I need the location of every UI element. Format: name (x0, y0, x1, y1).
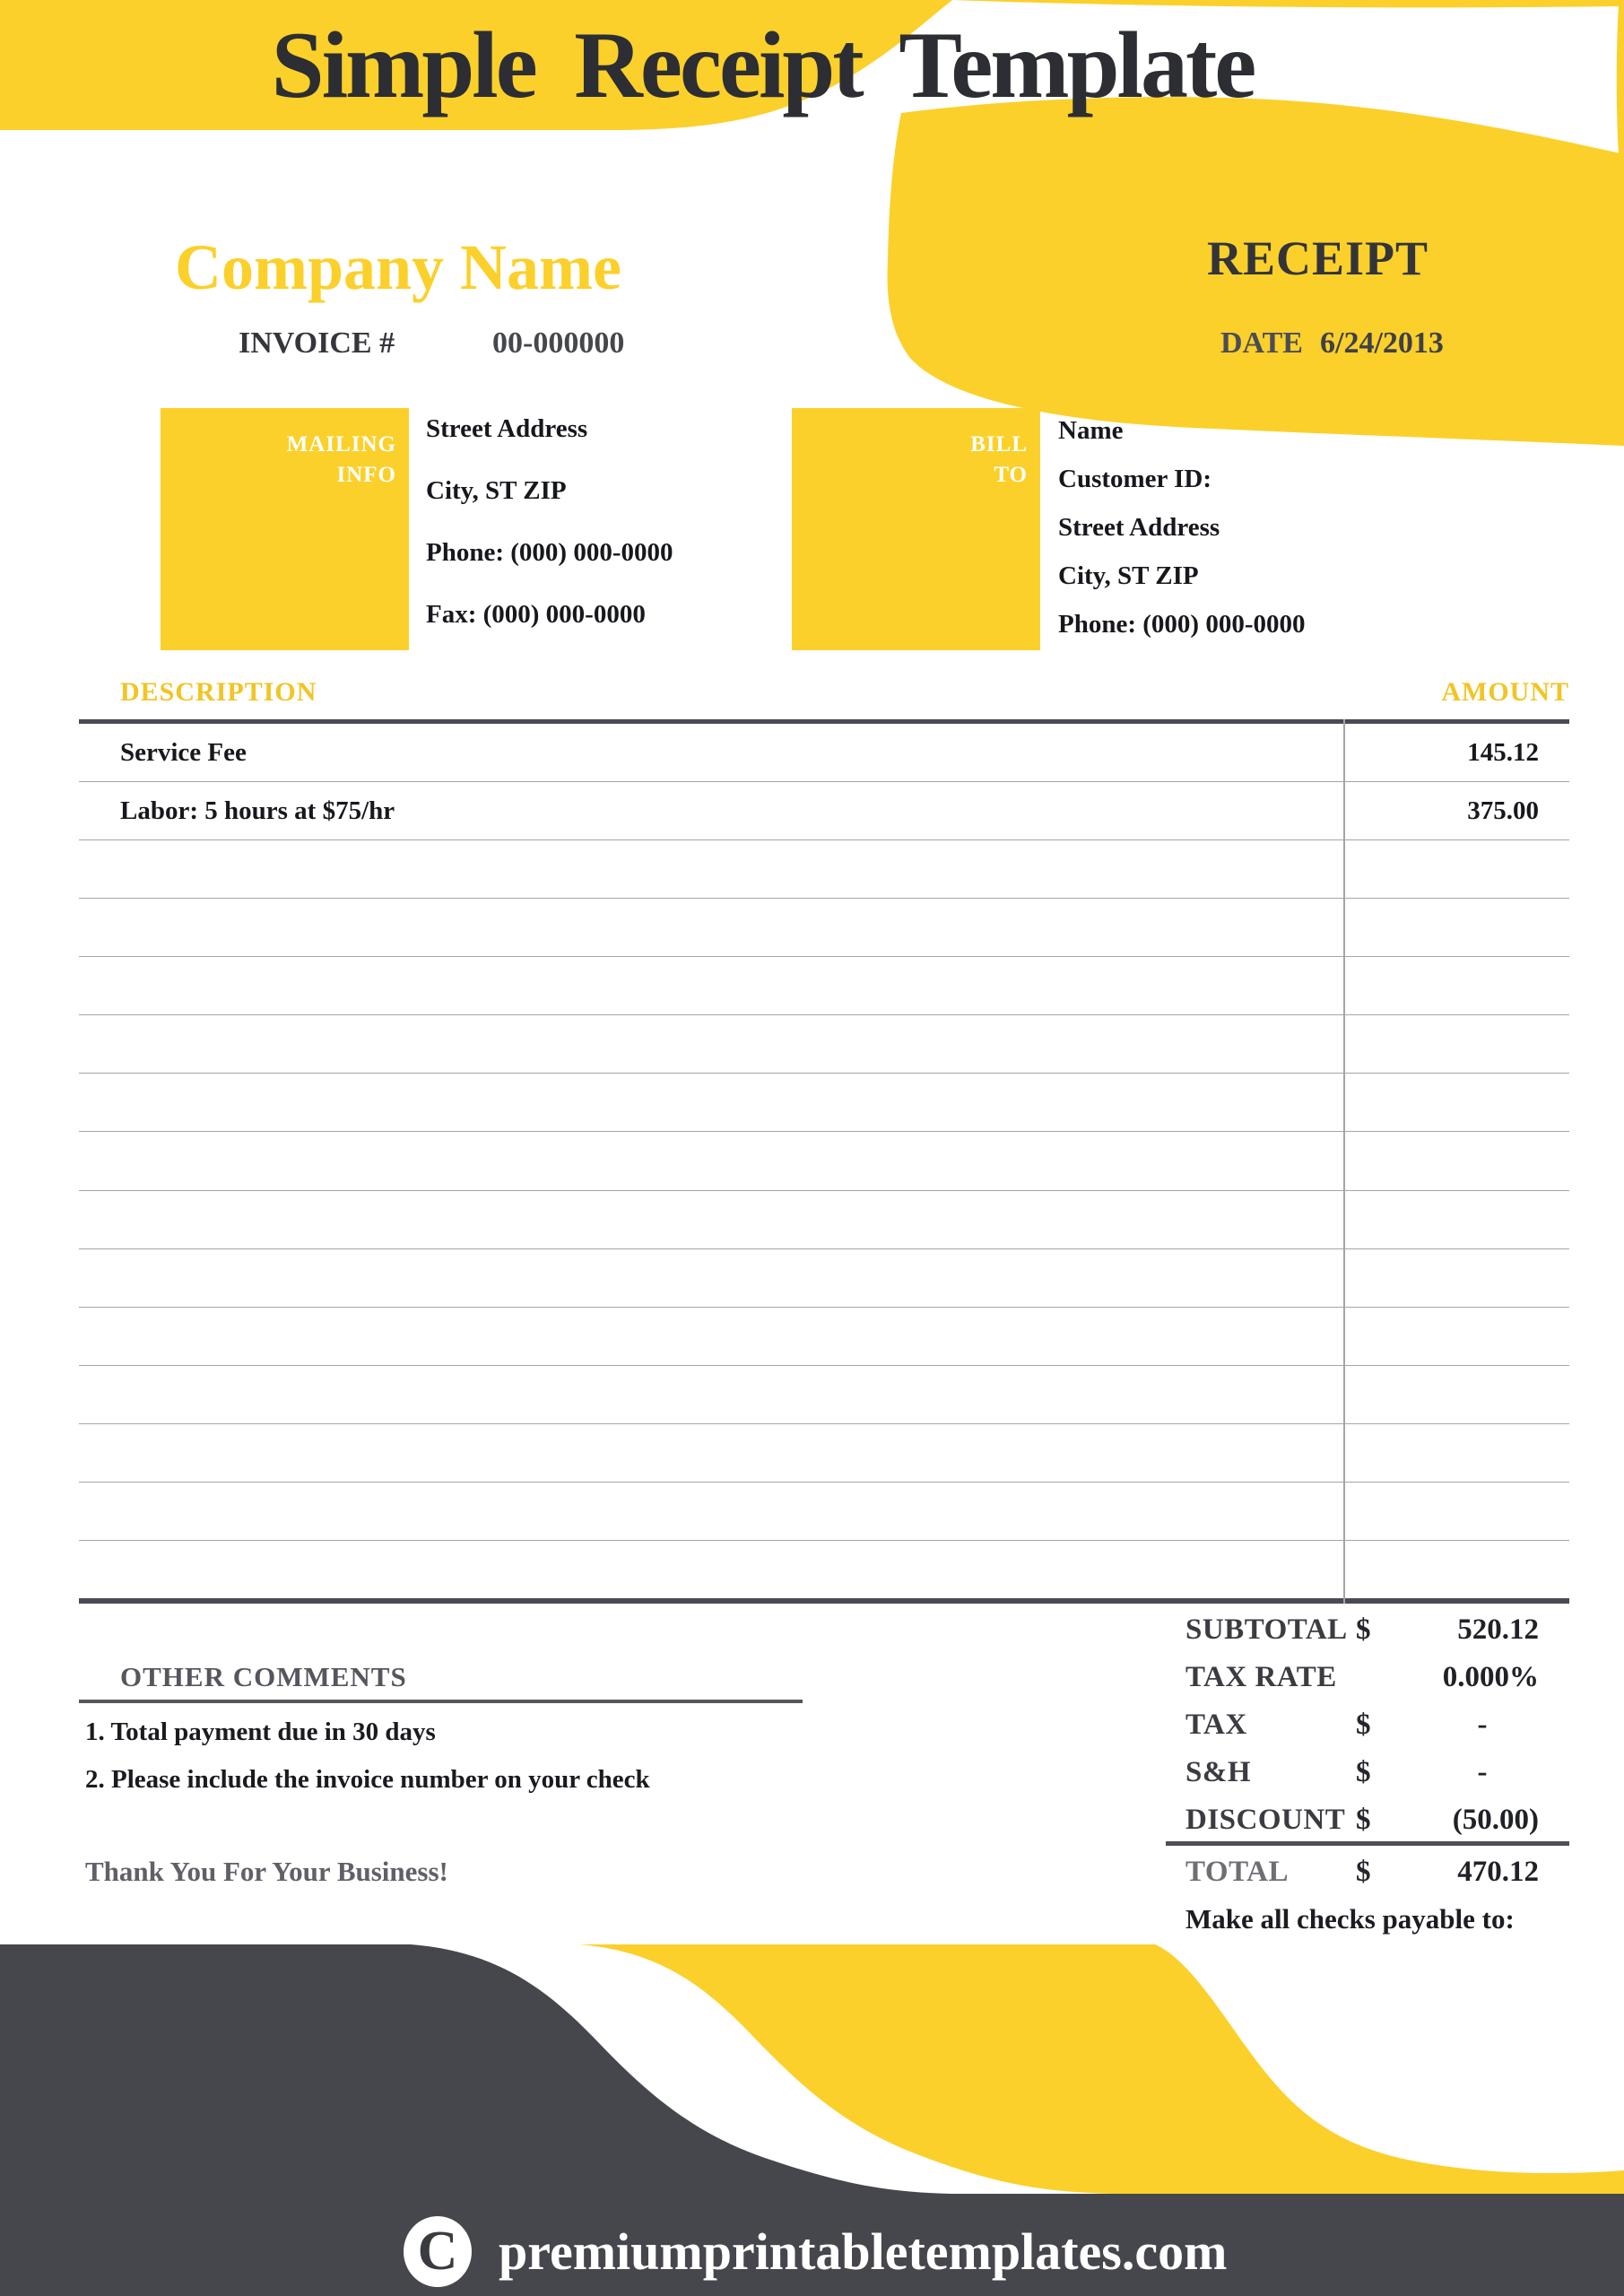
mailing-info-line: City, ST ZIP (426, 476, 567, 505)
table-row (79, 1308, 1569, 1366)
bill-to-line: Street Address (1058, 513, 1220, 542)
table-row (79, 1132, 1569, 1190)
bill-to-label-line1: BILL (970, 432, 1028, 457)
table-row (79, 899, 1569, 957)
total-currency: $ (1356, 1855, 1371, 1888)
table-row (79, 840, 1569, 899)
totals-block (1185, 1606, 1569, 1844)
brand-logo-c-icon (404, 2216, 472, 2287)
totals-row-value: 520.12 (1457, 1613, 1539, 1646)
company-name: Company Name (175, 231, 621, 303)
table-row (79, 1074, 1569, 1132)
invoice-number-value: 00-000000 (492, 326, 625, 360)
totals-row-currency: $ (1356, 1709, 1371, 1741)
mailing-info-line: Street Address (426, 414, 588, 443)
bill-to-label-line2: TO (994, 463, 1028, 487)
bill-to-tagbox (792, 408, 1040, 650)
date-label: DATE (1220, 326, 1303, 360)
item-amount: 375.00 (1467, 796, 1539, 825)
table-row (79, 957, 1569, 1015)
totals-row-value: - (1477, 1756, 1488, 1788)
table-row (79, 1015, 1569, 1074)
table-row (79, 724, 1569, 782)
comment-item: 2. Please include the invoice number on your check (85, 1765, 650, 1794)
amount-column-header: AMOUNT (1441, 677, 1569, 707)
totals-row-label: SUBTOTAL (1185, 1613, 1348, 1646)
totals-row (1185, 1701, 1569, 1749)
other-comments-heading: OTHER COMMENTS (120, 1661, 407, 1692)
date-row (1220, 321, 1444, 366)
item-amount: 145.12 (1467, 737, 1539, 767)
total-label: TOTAL (1185, 1855, 1289, 1888)
totals-row (1185, 1749, 1569, 1796)
brand-logo-letter: C (417, 2221, 458, 2282)
thank-you-note: Thank You For Your Business! (85, 1856, 448, 1887)
totals-row-currency: $ (1356, 1756, 1371, 1788)
item-description: Labor: 5 hours at $75/hr (120, 796, 395, 825)
line-items-table (79, 719, 1569, 1604)
invoice-number-row (239, 321, 625, 366)
table-row (79, 782, 1569, 840)
totals-row-label: TAX (1185, 1709, 1247, 1741)
other-comments-underline (79, 1700, 803, 1703)
mailing-info-lines (426, 398, 673, 646)
totals-row-label: TAX RATE (1185, 1661, 1337, 1693)
totals-row-label: DISCOUNT (1185, 1804, 1346, 1836)
table-row (79, 1249, 1569, 1308)
table-row (79, 1366, 1569, 1424)
brand-domain-text: premiumprintabletemplates.com (499, 2222, 1228, 2281)
mailing-info-line: Fax: (000) 000-0000 (426, 600, 646, 629)
bill-to-lines (1058, 406, 1305, 648)
totals-row-value: 0.000% (1442, 1661, 1539, 1693)
totals-row-currency: $ (1356, 1613, 1371, 1646)
checks-payable-note: Make all checks payable to: (1185, 1903, 1515, 1935)
totals-row-value: - (1477, 1709, 1488, 1741)
totals-row-value: (50.00) (1452, 1804, 1539, 1836)
table-row (79, 1541, 1569, 1598)
totals-row (1185, 1606, 1569, 1654)
totals-row-label: S&H (1185, 1756, 1252, 1788)
totals-row (1185, 1796, 1569, 1844)
bill-to-line: Customer ID: (1058, 465, 1212, 493)
bill-to-line: Phone: (000) 000-0000 (1058, 610, 1306, 639)
table-row (79, 1483, 1569, 1541)
total-value: 470.12 (1457, 1855, 1539, 1888)
mailing-info-line: Phone: (000) 000-0000 (426, 538, 673, 567)
table-row (79, 1424, 1569, 1483)
invoice-number-label: INVOICE # (239, 326, 395, 360)
mailing-info-label-line1: MAILING (286, 432, 396, 457)
page-title: Simple Receipt Template (271, 13, 1255, 117)
mailing-info-label-line2: INFO (336, 463, 396, 487)
receipt-heading: RECEIPT (1207, 231, 1429, 285)
description-column-header: DESCRIPTION (120, 677, 317, 707)
table-row (79, 1191, 1569, 1249)
total-row (1185, 1849, 1569, 1894)
mailing-info-tagbox (161, 408, 409, 650)
bill-to-line: Name (1058, 416, 1124, 445)
other-comments-list (85, 1709, 650, 1804)
bill-to-line: City, ST ZIP (1058, 561, 1199, 590)
totals-row (1185, 1654, 1569, 1701)
total-double-rule (1166, 1841, 1569, 1846)
totals-row-currency: $ (1356, 1804, 1371, 1836)
comment-item: 1. Total payment due in 30 days (85, 1718, 436, 1746)
amount-column-divider (1343, 719, 1345, 1604)
date-value: 6/24/2013 (1320, 326, 1444, 360)
item-description: Service Fee (120, 737, 247, 767)
